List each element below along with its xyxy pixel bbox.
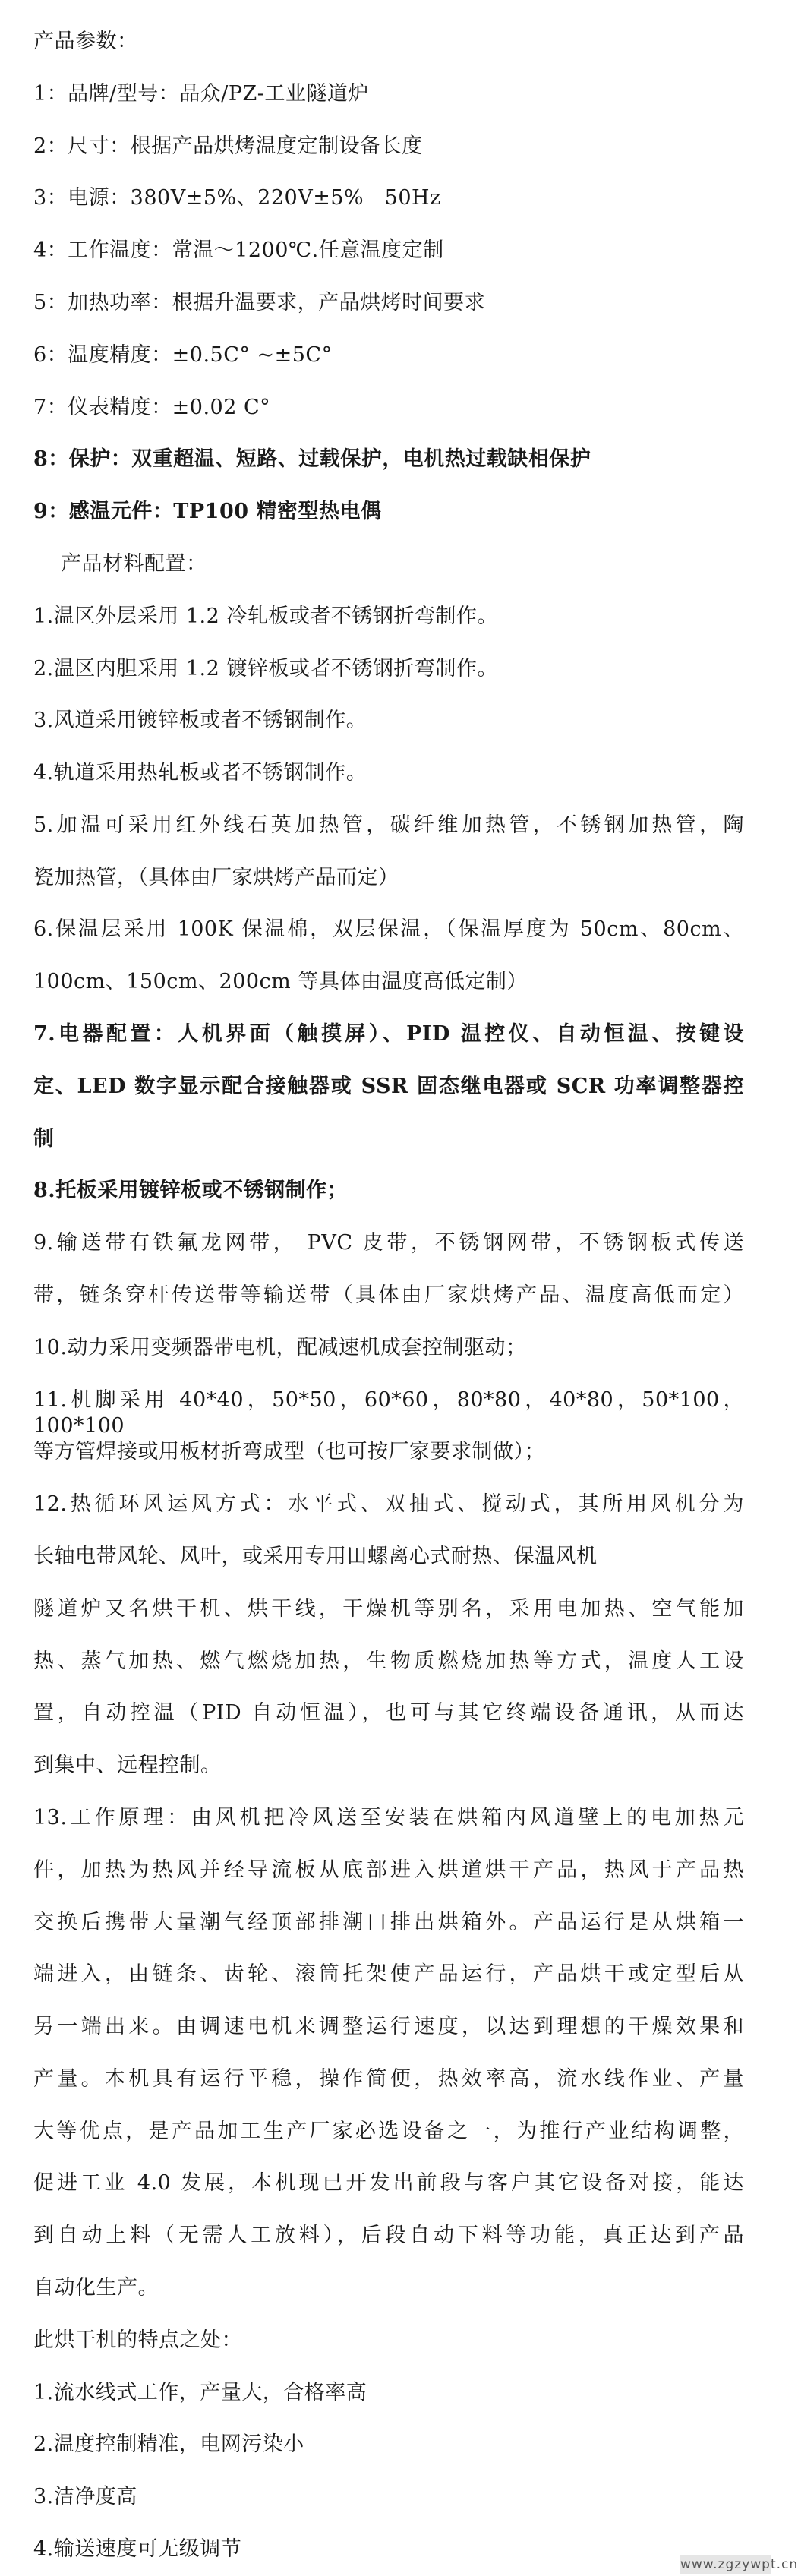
material-line: 100cm、150cm、200cm 等具体由温度高低定制） — [33, 970, 528, 993]
feature-item: 1.流水线式工作，产量大，合格率高 — [33, 2381, 367, 2404]
material-line: 9.输送带有铁氟龙网带， PVC 皮带，不锈钢网带，不锈钢板式传送 — [33, 1231, 744, 1255]
material-line: 7.电器配置：人机界面（触摸屏）、PID 温控仪、自动恒温、按键设 — [33, 1022, 744, 1046]
material-line: 4.轨道采用热轧板或者不锈钢制作。 — [33, 761, 367, 784]
param-item-3: 3：电源：380V±5%、220V±5% 50Hz — [33, 186, 441, 210]
material-line: 产量。本机具有运行平稳，操作简便，热效率高，流水线作业、产量 — [33, 2067, 744, 2091]
material-line: 2.温区内胆采用 1.2 镀锌板或者不锈钢折弯制作。 — [33, 657, 498, 680]
feature-item: 2.温度控制精准，电网污染小 — [33, 2432, 304, 2456]
feature-item: 4.输送速度可无级调节 — [33, 2537, 242, 2561]
material-line: 3.风道采用镀锌板或者不锈钢制作。 — [33, 709, 367, 732]
material-line: 定、LED 数字显示配合接触器或 SSR 固态继电器或 SCR 功率调整器控 — [33, 1075, 744, 1098]
material-line: 制 — [33, 1127, 55, 1151]
material-line: 自动化生产。 — [33, 2276, 159, 2300]
param-item-7: 7：仪表精度：±0.02 C° — [33, 396, 271, 419]
material-line: 置，自动控温（PID 自动恒温），也可与其它终端设备通讯，从而达 — [33, 1701, 744, 1725]
material-line: 13.工作原理：由风机把冷风送至安装在烘箱内风道壁上的电加热元 — [33, 1806, 744, 1829]
param-item-1: 1：品牌/型号：品众/PZ-工业隧道炉 — [33, 82, 369, 106]
material-line: 12.热循环风运风方式：水平式、双抽式、搅动式，其所用风机分为 — [33, 1492, 744, 1516]
material-line: 件，加热为热风并经导流板从底部进入烘道烘干产品，热风于产品热 — [33, 1858, 744, 1882]
param-item-2: 2：尺寸：根据产品烘烤温度定制设备长度 — [33, 134, 423, 158]
material-line: 带，链条穿杆传送带等输送带（具体由厂家烘烤产品、温度高低而定） — [33, 1283, 744, 1307]
param-item-4: 4：工作温度：常温～1200℃.任意温度定制 — [33, 238, 444, 262]
material-line: 8.托板采用镀锌板或不锈钢制作； — [33, 1179, 349, 1202]
material-line: 11.机脚采用 40*40，50*50，60*60，80*80，40*80，50*100，100*100 — [33, 1388, 744, 1438]
param-item-9: 9：感温元件：TP100 精密型热电偶 — [33, 500, 382, 523]
param-item-5: 5：加热功率：根据升温要求，产品烘烤时间要求 — [33, 291, 486, 314]
material-line: 端进入，由链条、齿轮、滚筒托架使产品运行，产品烘干或定型后从 — [33, 1962, 744, 1986]
feature-item: 3.洁净度高 — [33, 2485, 137, 2508]
material-line: 1.温区外层采用 1.2 冷轧板或者不锈钢折弯制作。 — [33, 605, 498, 628]
material-line: 瓷加热管，（具体由厂家烘烤产品而定） — [33, 866, 399, 889]
material-line: 大等优点，是产品加工生产厂家必选设备之一，为推行产业结构调整， — [33, 2120, 744, 2143]
material-line: 到集中、远程控制。 — [33, 1754, 222, 1777]
material-line: 热、蒸气加热、燃气燃烧加热，生物质燃烧加热等方式，温度人工设 — [33, 1649, 744, 1673]
site-watermark: www.zgzywpt.cn — [680, 2555, 771, 2574]
material-line: 交换后携带大量潮气经顶部排潮口排出烘箱外。产品运行是从烘箱一 — [33, 1911, 744, 1934]
heading-product-params: 产品参数： — [33, 30, 138, 53]
material-line: 6.保温层采用 100K 保温棉，双层保温，（保温厚度为 50cm、80cm、 — [33, 917, 744, 941]
material-line: 到自动上料（无需人工放料），后段自动下料等功能，真正达到产品 — [33, 2224, 744, 2247]
material-line: 另一端出来。由调速电机来调整运行速度，以达到理想的干燥效果和 — [33, 2015, 744, 2038]
material-line: 促进工业 4.0 发展，本机现已开发出前段与客户其它设备对接，能达 — [33, 2171, 744, 2195]
material-line: 等方管焊接或用板材折弯成型（也可按厂家要求制做）； — [33, 1440, 545, 1463]
material-line: 长轴电带风轮、风叶，或采用专用田螺离心式耐热、保温风机 — [33, 1545, 598, 1568]
heading-dryer-features: 此烘干机的特点之处： — [33, 2328, 242, 2352]
param-item-8: 8：保护：双重超温、短路、过载保护，电机热过载缺相保护 — [33, 447, 591, 471]
heading-product-materials: 产品材料配置： — [61, 552, 207, 576]
param-item-6: 6：温度精度：±0.5C° ~±5C° — [33, 343, 333, 367]
material-line: 隧道炉又名烘干机、烘干线，干燥机等别名，采用电加热、空气能加 — [33, 1597, 744, 1621]
material-line: 10.动力采用变频器带电机，配减速机成套控制驱动； — [33, 1336, 527, 1359]
material-line: 5.加温可采用红外线石英加热管，碳纤维加热管，不锈钢加热管，陶 — [33, 813, 744, 837]
